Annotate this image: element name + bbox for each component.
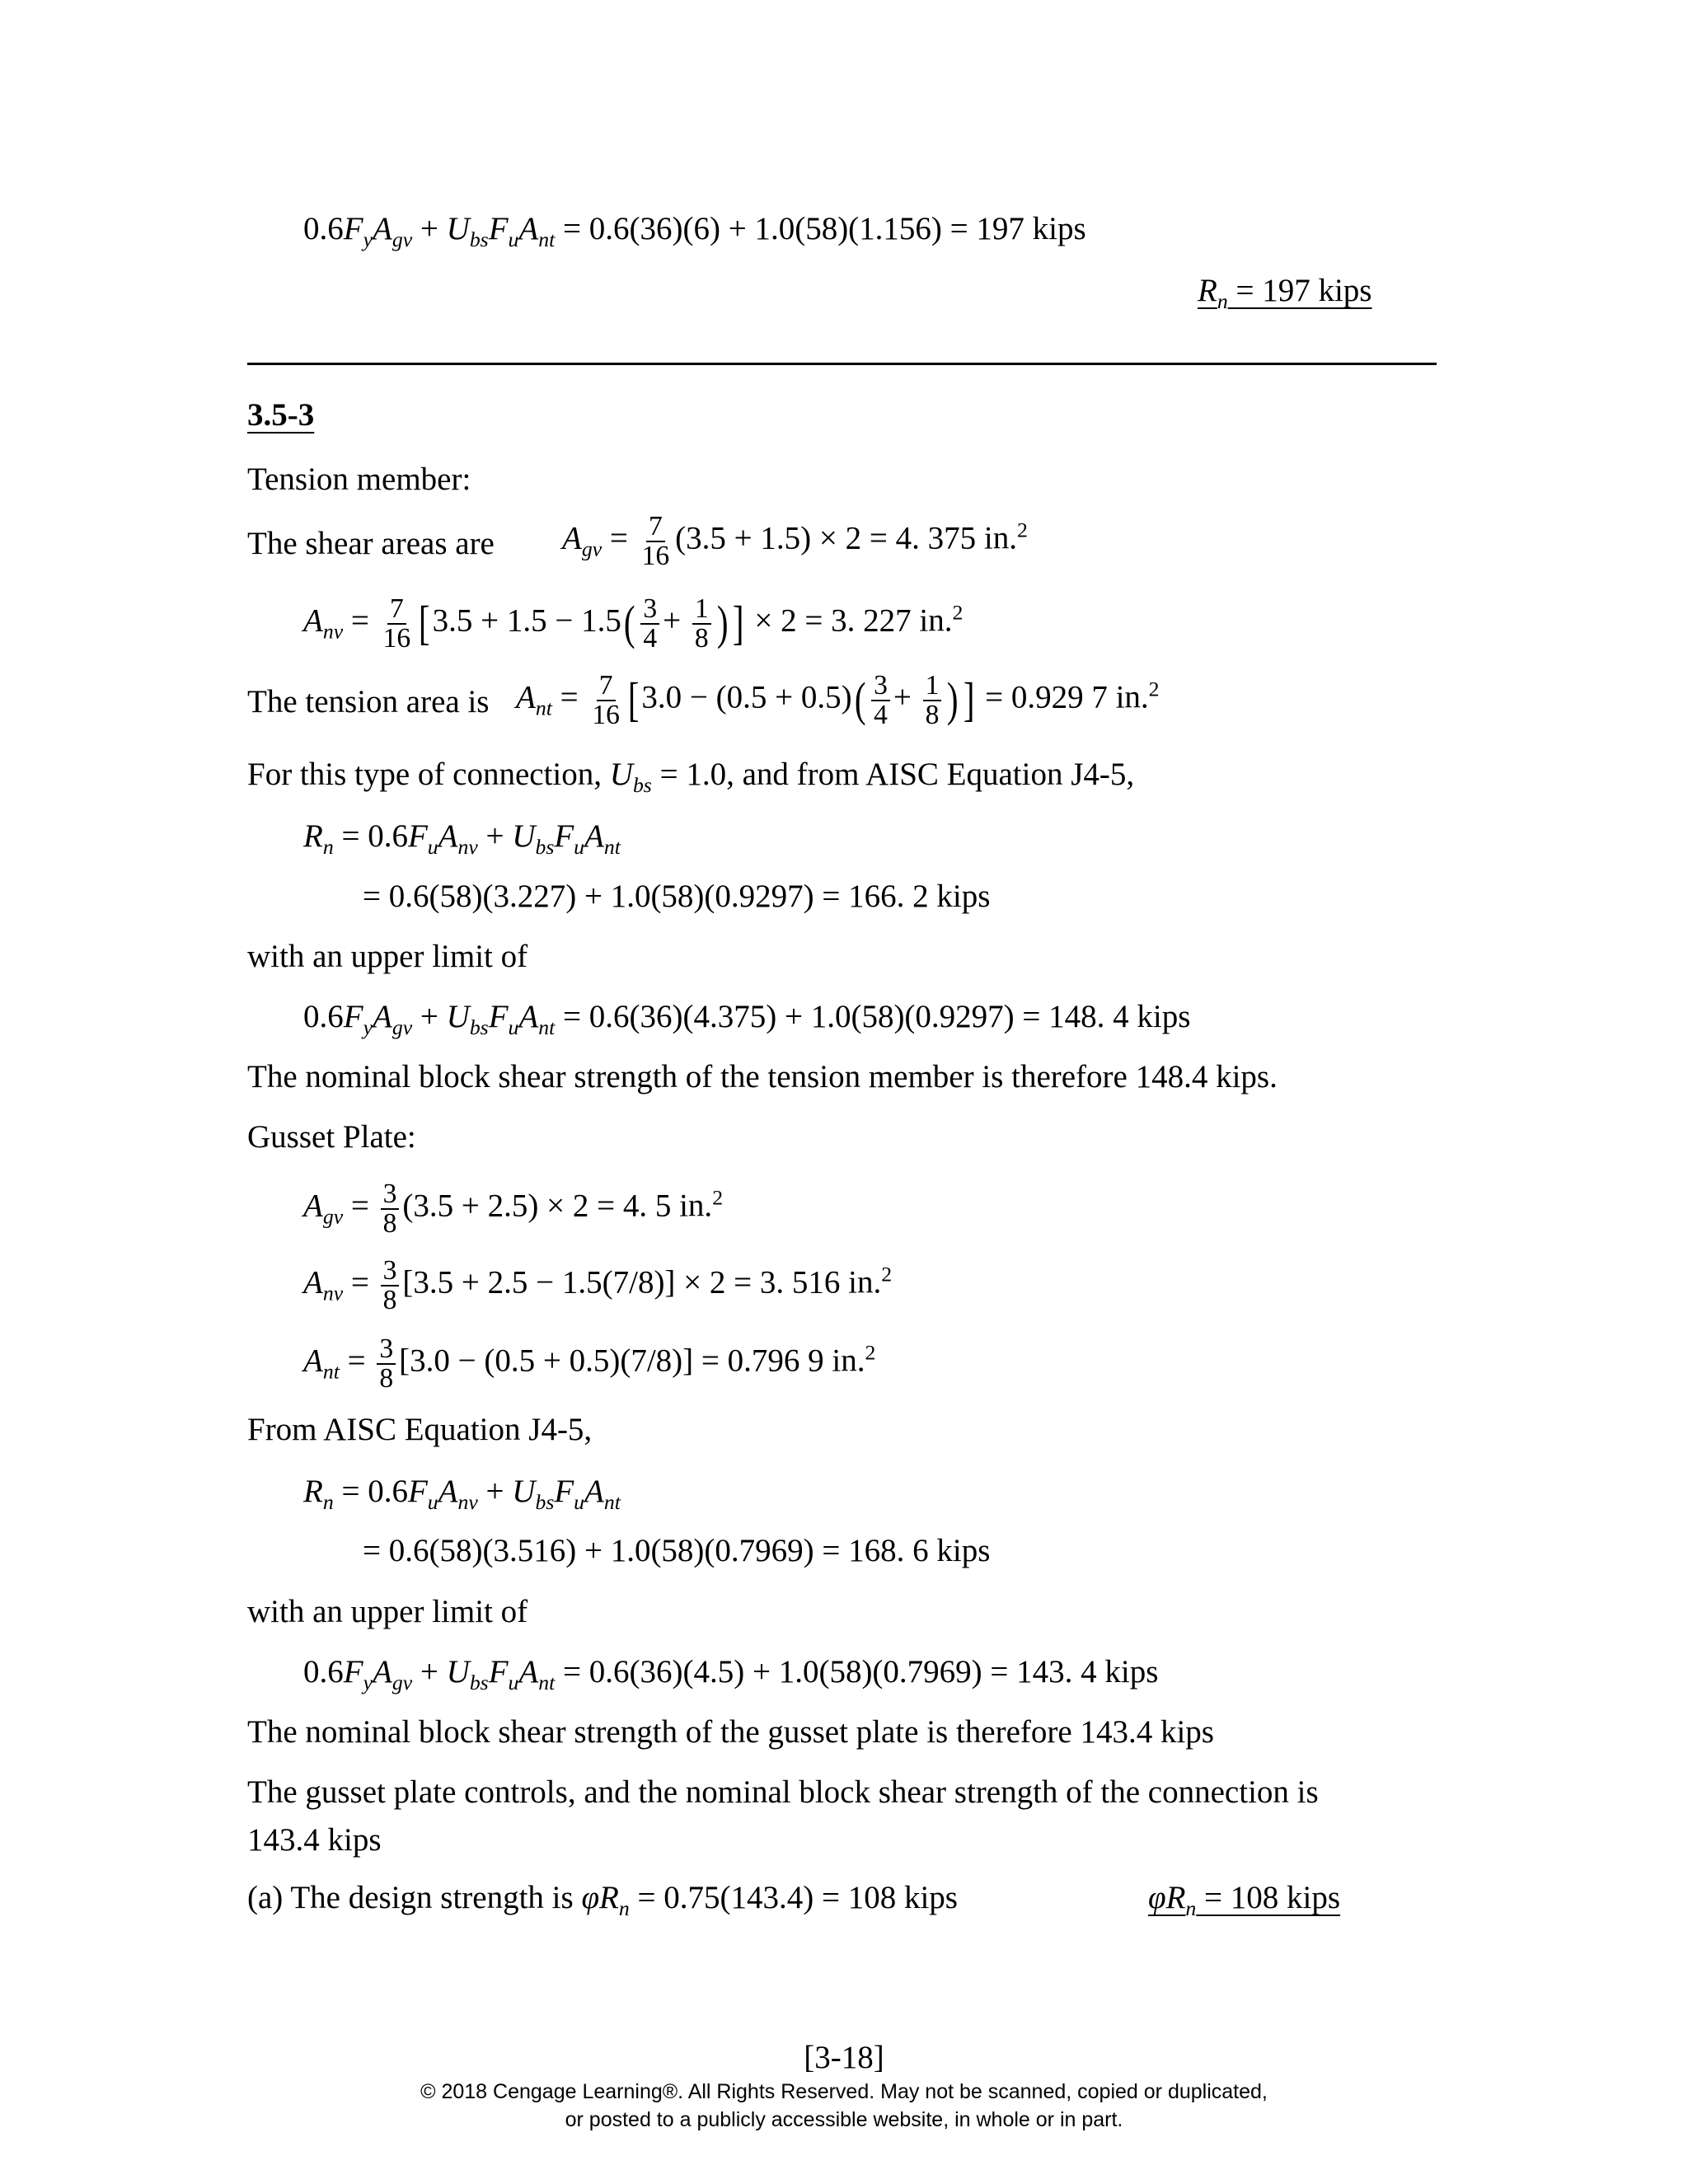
section-divider: [247, 363, 1437, 365]
equation-rn-formula-gusset: $R_n = 0.6F_uA_{nv} + U_{bs}F_uA_{nt}$: [303, 1474, 621, 1514]
equation-anv-tension: $A_{nv}$ = $\frac{7}{16}$ [3.5 + 1.5 − 1.5( $\frac{3}{4}$ + $\frac{1}{8}$ )] × 2 = 3. 227 in.$^2$: [303, 593, 964, 654]
upper-limit-text-gusset: with an upper limit of: [247, 1594, 528, 1629]
controls-line-2: 143.4 kips: [247, 1822, 382, 1858]
equation-upper-limit-tension: $0.6F_yA_{gv} + U_{bs}F_uA_{nt} = 0.6(36)(4.375) + 1.0(58)(0.9297) = 148$. 4 kips: [303, 999, 1191, 1039]
equation-ant-tension: $A_{nt}$ = $\frac{7}{16}$ [3.0 − (0.5 + 0.5)( $\frac{3}{4}$ + $\frac{1}{8}$ )] = 0.929 7 in.$^2$: [516, 670, 1160, 730]
connection-text: For this type of connection, $U_{bs} = 1.0$, and from AISC Equation J4-5,: [247, 757, 1135, 797]
gusset-heading: Gusset Plate:: [247, 1119, 416, 1155]
gusset-conclusion: The nominal block shear strength of the gusset plate is therefore 143.4 kips: [247, 1714, 1214, 1750]
equation-agv-tension: $A_{gv}$ = $\frac{7}{16}$ (3.5 + 1.5) × 2 = 4. 375 in.$^2$: [562, 511, 1028, 571]
upper-limit-text-tension: with an upper limit of: [247, 939, 528, 974]
equation-upper-limit-gusset: $0.6F_yA_{gv} + U_{bs}F_uA_{nt} = 0.6(36)(4.5) + 1.0(58)(0.7969) = 143$. 4 kips: [303, 1654, 1159, 1694]
part-a-design-strength: (a) The design strength is $\varphi R_n = 0.75(143.4) = 108$ kips: [247, 1880, 958, 1920]
equation-agv-gusset: $A_{gv}$ = $\frac{3}{8}$ (3.5 + 2.5) × 2 = 4. 5 in.$^2$: [303, 1179, 724, 1239]
equation-rn-value-tension: = 0.6(58)(3.227) + 1.0(58)(0.9297) = 166. 2 kips: [363, 879, 991, 914]
equation-upper-limit-previous: $0.6F_yA_{gv} + U_{bs}F_uA_{nt} = 0.6(36)(6) + 1.0(58)(1.156) = 197$ kips: [303, 211, 1086, 251]
copyright-line-1: © 2018 Cengage Learning®. All Rights Reserved. May not be scanned, copied or duplicated,: [420, 2080, 1268, 2103]
tension-area-label: The tension area is: [247, 684, 490, 719]
from-aisc-text: From AISC Equation J4-5,: [247, 1412, 593, 1447]
result-rn-previous: $R_n = 197$ kips: [1198, 273, 1372, 313]
controls-line-1: The gusset plate controls, and the nominal block shear strength of the connection is: [247, 1774, 1319, 1810]
equation-rn-formula-tension: $R_n = 0.6F_uA_{nv} + U_{bs}F_uA_{nt}$: [303, 818, 621, 859]
part-a-answer: $\varphi R_n = 108$ kips: [1148, 1880, 1341, 1920]
tension-conclusion: The nominal block shear strength of the tension member is therefore 148.4 kips.: [247, 1059, 1278, 1094]
problem-number: 3.5-3: [247, 397, 315, 433]
copyright-line-2: or posted to a publicly accessible website, in whole or in part.: [565, 2108, 1123, 2131]
equation-ant-gusset: $A_{nt}$ = $\frac{3}{8}$ [3.0 − (0.5 + 0.5)(7/8)] = 0.796 9 in.$^2$: [303, 1333, 876, 1394]
equation-rn-value-gusset: = 0.6(58)(3.516) + 1.0(58)(0.7969) = 168. 6 kips: [363, 1533, 991, 1568]
tension-member-heading: Tension member:: [247, 462, 471, 497]
page-number: [3-18]: [804, 2040, 884, 2075]
equation-anv-gusset: $A_{nv}$ = $\frac{3}{8}$ [3.5 + 2.5 − 1.5(7/8)] × 2 = 3. 516 in.$^2$: [303, 1255, 893, 1315]
shear-areas-label: The shear areas are: [247, 526, 495, 561]
